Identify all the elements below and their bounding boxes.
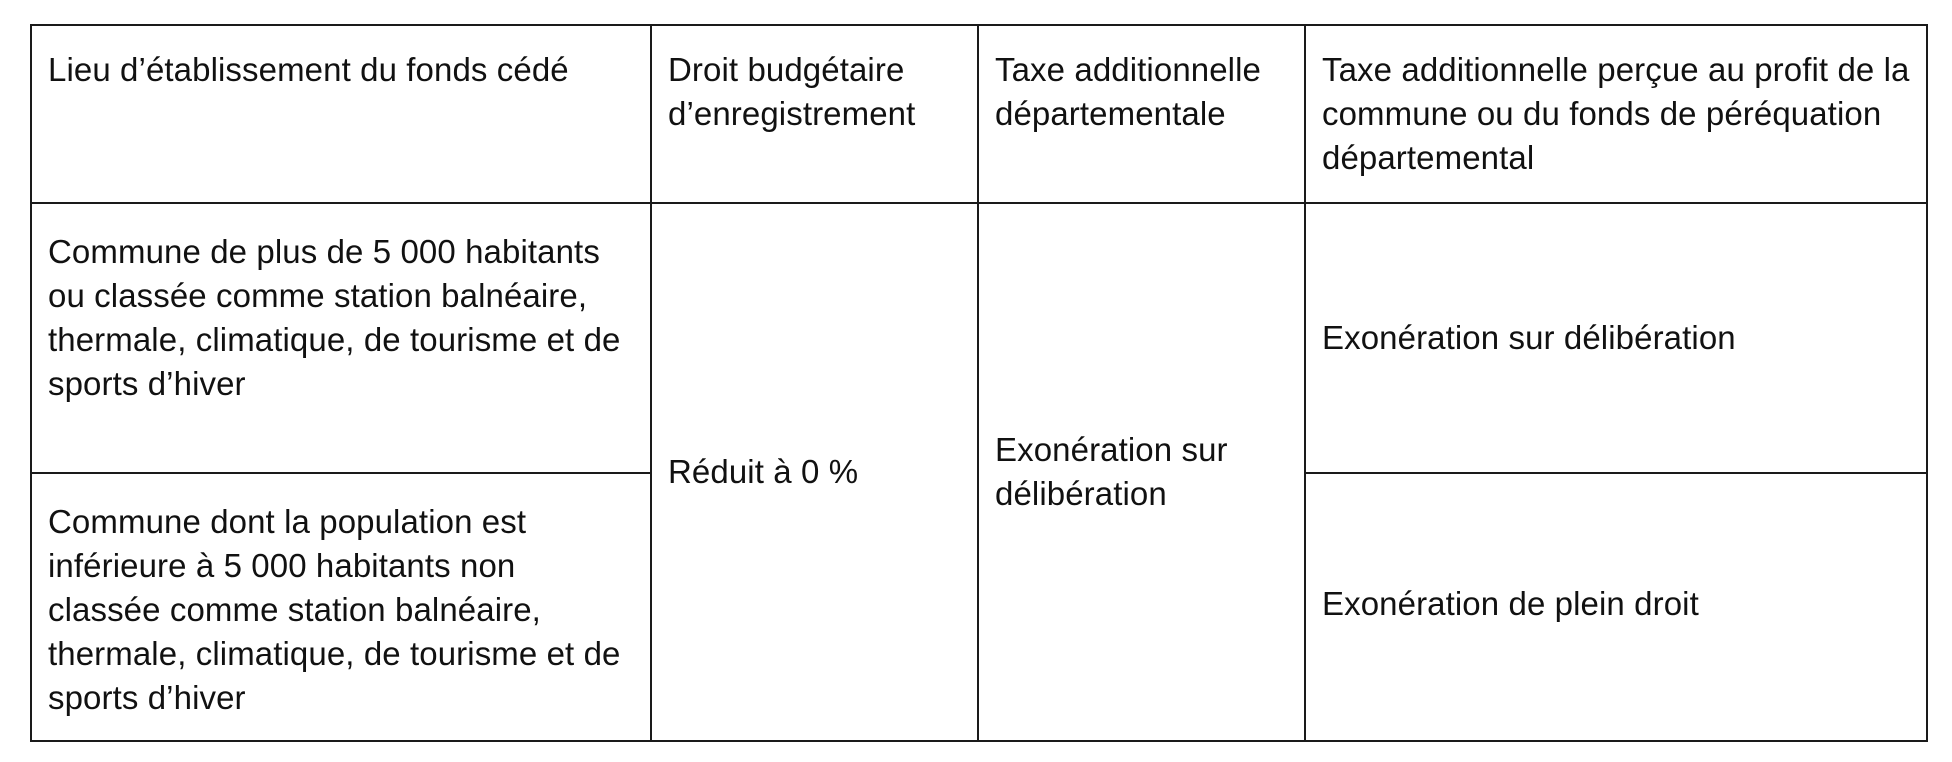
cell-lieu-commune-moins-5000: Commune dont la population est inférieure à 5 000 habitants non classée comme station balnéaire, thermale, climatique, de tourisme et de sports d’hiver: [31, 473, 651, 741]
cell-droit-budgetaire: Réduit à 0 %: [651, 203, 978, 741]
cell-taxe-departementale: Exonération sur délibération: [978, 203, 1305, 741]
cell-lieu-commune-plus-5000: Commune de plus de 5 000 habitants ou classée comme station balnéaire, thermale, climatique, de tourisme et de sports d’hiver: [31, 203, 651, 473]
header-lieu-etablissement: Lieu d’établissement du fonds cédé: [31, 25, 651, 203]
header-taxe-departementale: Taxe additionnelle départementale: [978, 25, 1305, 203]
tax-exemption-table: [30, 24, 1928, 742]
header-droit-budgetaire: Droit budgétaire d’enregistrement: [651, 25, 978, 203]
table-header-row: [31, 25, 1927, 203]
cell-taxe-commune-plein-droit: Exonération de plein droit: [1305, 473, 1927, 741]
cell-taxe-commune-deliberation: Exonération sur délibération: [1305, 203, 1927, 473]
table-row: [31, 203, 1927, 473]
header-taxe-commune: Taxe additionnelle perçue au profit de la commune ou du fonds de péréquation départemental: [1305, 25, 1927, 203]
